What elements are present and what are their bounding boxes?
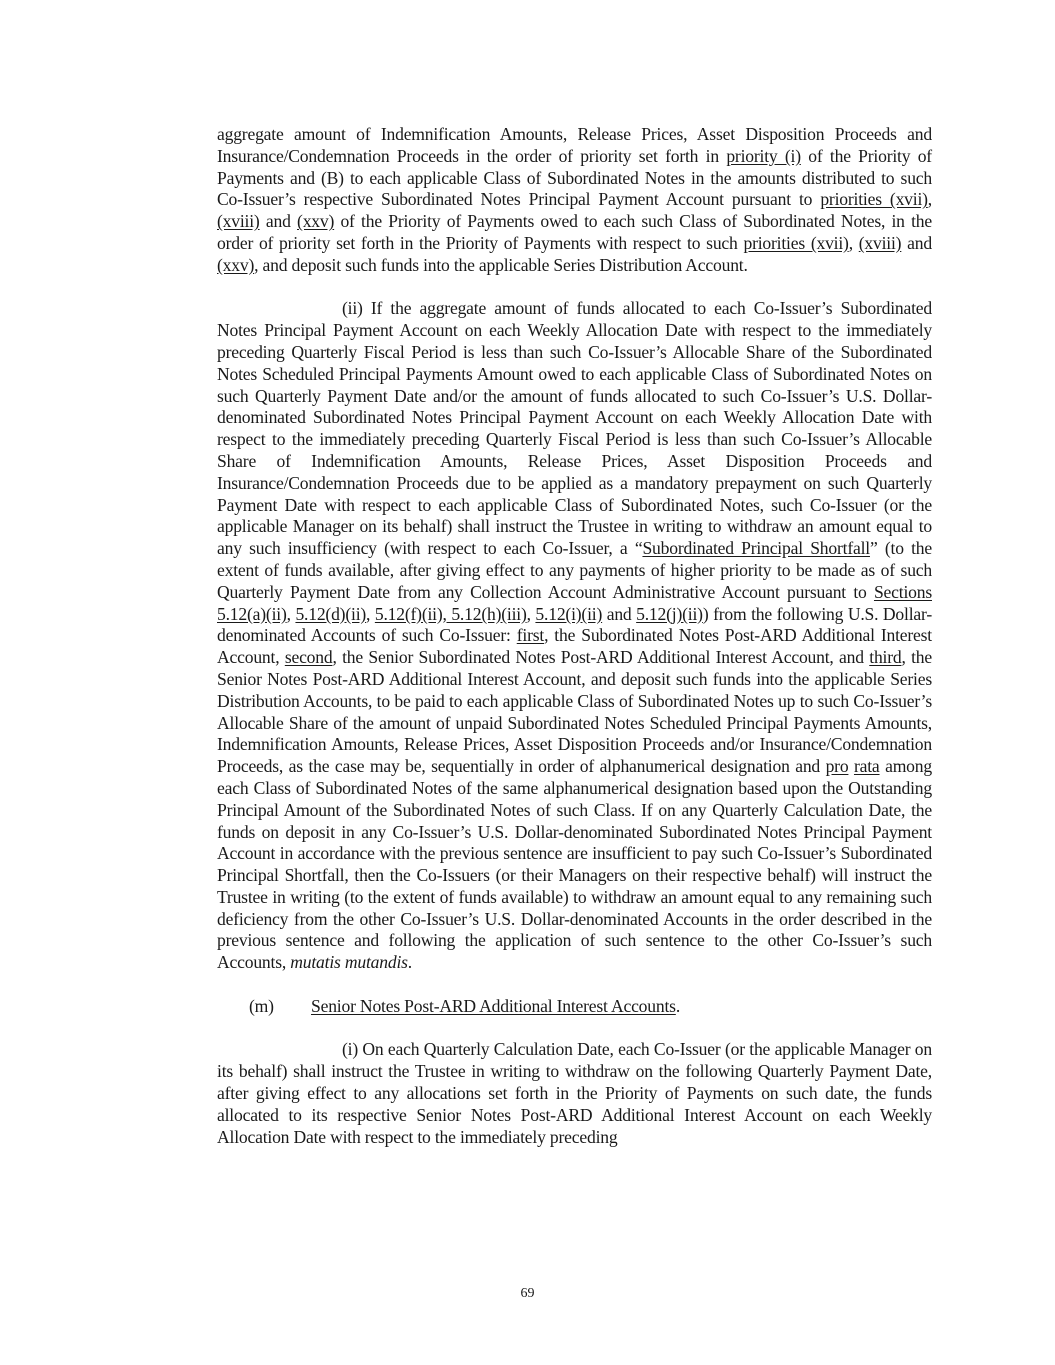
text-run: ) from the following U.S. Dollar-denominated Accounts of such Co-Issuer:: [217, 603, 932, 646]
cross-reference: 5.12(j)(ii): [636, 603, 703, 624]
text-run: and: [901, 232, 932, 253]
cross-reference: 5.12(i)(ii): [535, 603, 603, 624]
cross-reference: Sections 5.12(a)(ii): [217, 581, 932, 624]
section-title: Senior Notes Post-ARD Additional Interest Accounts: [311, 995, 676, 1016]
cross-reference: (xviii): [858, 232, 902, 253]
cross-reference: (xxv): [217, 254, 255, 275]
text-run: , the Senior Notes Post-ARD Additional Interest Account, and deposit such funds into the applicable Series Distribution Accounts, to be paid to each applicable Class of Subordinated Notes up to such Co-Issuer’s Allocable Share of the amount of unpaid Subordinated Notes Scheduled Principal Payments Amounts, Indemnification Amounts, Release Prices, Asset Disposition Proceeds and/or Insurance/Condemnation Proceeds, as the case may be, sequentially in order of alphanumerical designation and: [217, 647, 932, 777]
text-run: ” (to the extent of funds available, after giving effect to any payments of higher priority to be made as of such Quarterly Payment Date from any Collection Account Administrative Account pursuant to: [217, 538, 933, 602]
text-run: , and deposit such funds into the applicable Series Distribution Account.: [254, 254, 748, 275]
paragraph-spacer: [217, 277, 932, 299]
page-number: 69: [520, 1286, 535, 1301]
section-heading-m: [217, 996, 932, 1018]
latin-term: mutatis mutandis: [290, 952, 408, 973]
text-run: and: [602, 603, 637, 624]
cross-reference: 5.12(d)(ii): [295, 603, 367, 624]
text-run: among each Class of Subordinated Notes of the same alphanumerical designation based upon the Outstanding Principal Amount of the Subordinated Notes of such Class. If on any Quarterly Calculation Date, the funds on deposit in any Co-Issuer’s U.S. Dollar-denominated Subordinated Notes Principal Payment Account in accordance with the previous sentence are insufficient to pay such Co-Issuer’s Subordinated Principal Shortfall, then the Co-Issuers (or their Managers on their respective behalf) will instruct the Trustee in writing (to the extent of funds available) to withdraw an amount equal to any remaining such deficiency from the other Co-Issuer’s U.S. Dollar-denominated Accounts in the order described in the previous sentence and following the application of such sentence to the other Co-Issuer’s such Accounts,: [217, 756, 932, 973]
cross-reference: (xviii): [217, 211, 260, 232]
ordinal-term: third: [869, 647, 902, 668]
text-run: .: [675, 995, 681, 1016]
text-run: of the Priority of Payments and (B) to each applicable Class of Subordinated Notes in the amounts distributed to such Co-Issuer’s respective Subordinated Notes Principal Payment Account pursuant to: [217, 145, 932, 210]
text-run: .: [407, 952, 412, 973]
paragraph-spacer: [217, 1018, 932, 1040]
latin-term: rata: [853, 756, 880, 777]
cross-reference: (xxv): [297, 211, 335, 232]
text-run: and: [259, 211, 298, 232]
ordinal-term: first: [516, 625, 545, 646]
text-run: ,: [526, 603, 536, 624]
paragraph-subordinated-principal-shortfall: [217, 298, 932, 974]
paragraph-spacer: [217, 974, 932, 996]
text-run: ,: [927, 189, 932, 210]
section-label: (m): [249, 995, 274, 1016]
latin-term: pro: [825, 756, 849, 777]
document-body: [217, 124, 932, 1148]
paragraph-allocation-continued: [217, 124, 932, 277]
ordinal-term: second: [284, 647, 333, 668]
text-run: of the Priority of Payments owed to each such Class of Subordinated Notes, in the order of priority set forth in the Priority of Payments with respect to such: [217, 211, 932, 253]
paragraph-senior-notes-post-ard: [217, 1039, 932, 1148]
cross-reference: 5.12(f)(ii), 5.12(h)(iii): [374, 603, 527, 624]
text-run: (ii) If the aggregate amount of funds allocated to each Co-Issuer’s Subordinated Notes Principal Payment Account on each Weekly Allocation Date with respect to the immediately preceding Quarterly Fiscal Period is less than such Co-Issuer’s Allocable Share of the Subordinated Notes Scheduled Principal Payments Amount owed to each applicable Class of Subordinated Notes on such Quarterly Payment Date and/or the amount of funds allocated to such Co-Issuer’s U.S. Dollar-denominated Subordinated Notes Principal Payment Account on each Weekly Allocation Date with respect to the immediately preceding Quarterly Fiscal Period is less than such Co-Issuer’s Allocable Share of Indemnification Amounts, Release Prices, Asset Disposition Proceeds and Insurance/Condemnation Proceeds due to be applied as a mandatory prepayment on such Quarterly Payment Date with respect to each applicable Class of Subordinated Notes, such Co-Issuer (or the applicable Manager on its behalf) shall instruct the Trustee in writing to withdraw an amount equal to any such insufficiency (with respect to each Co-Issuer, a “: [217, 298, 932, 559]
defined-term: Subordinated Principal Shortfall: [642, 538, 870, 559]
text-run: , the Subordinated Notes Post-ARD Additional Interest Account,: [217, 625, 932, 668]
text-run: ,: [366, 603, 375, 624]
text-run: ,: [848, 232, 859, 253]
text-run: ,: [286, 603, 296, 624]
cross-reference: priority (i): [726, 145, 801, 166]
cross-reference: priorities (xvii): [743, 232, 849, 253]
cross-reference: priorities (xvii): [820, 189, 928, 210]
text-run: aggregate amount of Indemnification Amounts, Release Prices, Asset Disposition Proceeds and Insurance/Condemnation Proceeds in the order of priority set forth in: [217, 124, 932, 166]
text-run: (i) On each Quarterly Calculation Date, each Co-Issuer (or the applicable Manager on its behalf) shall instruct the Trustee in writing to withdraw on the following Quarterly Payment Date, after giving effect to any allocations set forth in the Priority of Payments on such date, the funds allocated to its respective Senior Notes Post-ARD Additional Interest Account on each Weekly Allocation Date with respect to the immediately preceding: [217, 1039, 932, 1147]
text-run: , the Senior Subordinated Notes Post-ARD Additional Interest Account, and: [332, 647, 870, 668]
